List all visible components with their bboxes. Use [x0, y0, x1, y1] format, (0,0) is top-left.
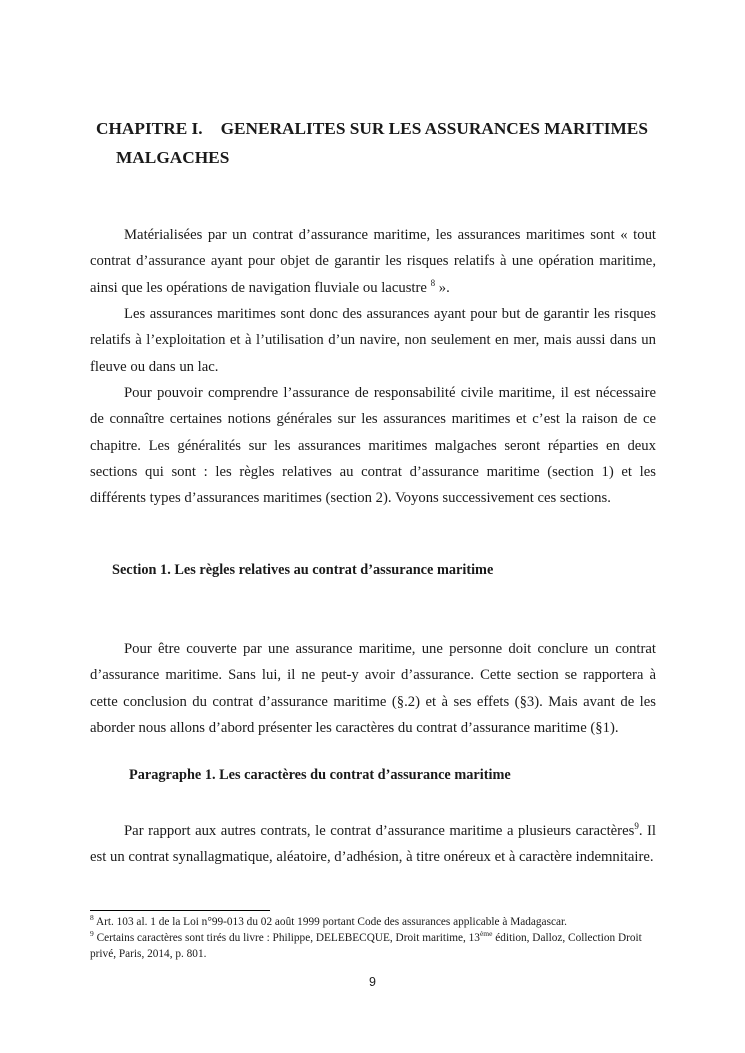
section-1-paragraph: Pour être couverte par une assurance maritime, une personne doit conclure un contrat d’assurance maritime. Sans lui, il ne peut-y avoir d’assurance. Cette section se rapportera à cette conclusion du contrat d’assurance maritime (§.2) et à ses effets (§3). Mais avant de les aborder nous allons d’abord présenter les caractères du contrat d’assurance maritime (§1).: [90, 641, 656, 736]
intro-p1-text: Matérialisées par un contrat d’assurance maritime, les assurances maritimes sont « tout contrat d’assurance ayant pour objet de garantir les risques relatifs à une opération maritime, ainsi que les opérations de navigation fluviale ou lacustre: [90, 227, 656, 296]
chapter-number: CHAPITRE I.: [96, 119, 203, 138]
intro-paragraph-2: Les assurances maritimes sont donc des assurances ayant pour but de garantir les risques relatifs à l’exploitation et à l’utilisation d’un navire, non seulement en mer, mais aussi dans un fleuve ou dans un lac.: [90, 306, 656, 375]
footnote-8: [90, 915, 660, 931]
paragraph-1-text-start: Par rapport aux autres contrats, le contrat d’assurance maritime a plusieurs caractères: [124, 823, 635, 839]
paragraph-1-text-end: . Il est un contrat synallagmatique, aléatoire, d’adhésion, à titre onéreux et à caractère indemnitaire.: [90, 823, 656, 866]
footnote-separator: [90, 910, 270, 911]
intro-paragraph-1: [90, 222, 656, 301]
section-1-title: Section 1. Les règles relatives au contrat d’assurance maritime: [112, 562, 494, 578]
chapter-title: [96, 114, 676, 172]
paragraph-1-text: [90, 818, 656, 871]
intro-p1-end: ».: [435, 279, 450, 296]
footnote-9-text-b: édition, Dalloz, Collection Droit privé, Paris, 2014, p. 801.: [90, 931, 642, 960]
footnote-9-mark: 9: [90, 929, 94, 939]
paragraph-1-title: Paragraphe 1. Les caractères du contrat d’assurance maritime: [129, 767, 511, 783]
page-number: 9: [369, 975, 376, 989]
footnote-ref-9[interactable]: 9: [634, 821, 639, 832]
chapter-title-line1: GENERALITES SUR LES ASSURANCES MARITIMES: [220, 119, 648, 138]
intro-paragraph-3: Pour pouvoir comprendre l’assurance de responsabilité civile maritime, il est nécessaire de connaître certaines notions générales sur les assurances maritimes et c’est la raison de ce chapitre. Les généralités sur les assurances maritimes malgaches seront réparties en deux sections qui sont : les règles relatives au contrat d’assurance maritime (section 1) et les différents types d’assurances maritimes (section 2). Voyons successivement ces sections.: [90, 385, 656, 507]
footnote-8-mark: 8: [90, 913, 94, 923]
footnote-ref-8[interactable]: 8: [430, 277, 436, 288]
footnotes: [90, 915, 660, 962]
footnote-9-sup: ème: [479, 929, 493, 939]
footnote-8-text: Art. 103 al. 1 de la Loi n°99-013 du 02 août 1999 portant Code des assurances applicable à Madagascar.: [93, 916, 567, 928]
chapter-title-line2: MALGACHES: [116, 148, 230, 167]
footnote-9: [90, 931, 660, 963]
footnote-9-text-a: Certains caractères sont tirés du livre : Philippe, DELEBECQUE, Droit maritime, 13: [93, 931, 480, 944]
